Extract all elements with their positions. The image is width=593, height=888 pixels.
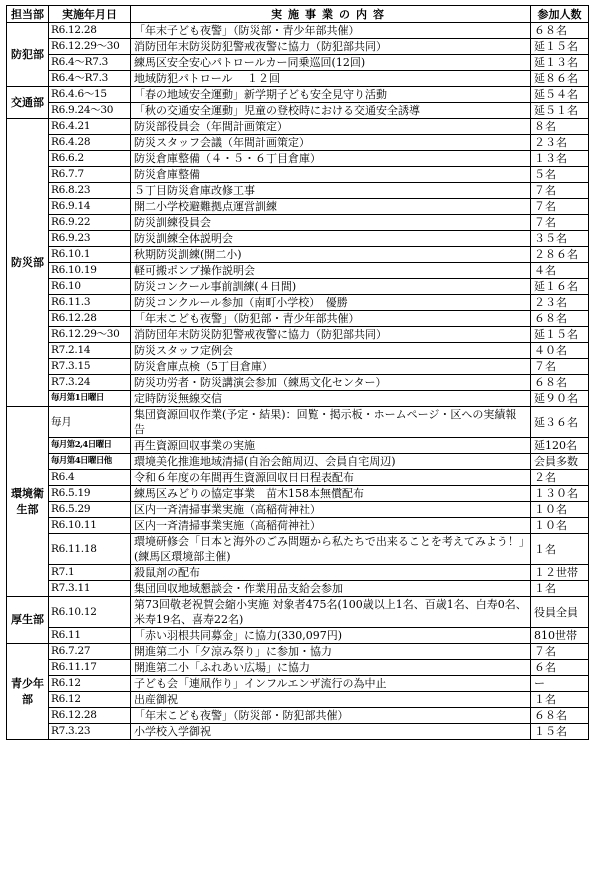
description-cell: 集団回収地域懇談会・作業用品支給会参加 [131, 581, 531, 597]
table-row [7, 359, 589, 375]
table-row [7, 343, 589, 359]
description-cell: 区内一斉清掃事業実施（高稲荷神社） [131, 518, 531, 534]
table-row [7, 87, 589, 103]
description-cell: 開進第二小「夕涼み祭り」に参加・協力 [131, 644, 531, 660]
participant-count-cell: 延８６名 [531, 71, 589, 87]
participant-count-cell: ４０名 [531, 343, 589, 359]
participant-count-cell: ５名 [531, 167, 589, 183]
table-row [7, 470, 589, 486]
date-cell: R6.8.23 [49, 183, 131, 199]
date-cell: R6.6.2 [49, 151, 131, 167]
description-cell: ５丁目防災倉庫改修工事 [131, 183, 531, 199]
table-row [7, 279, 589, 295]
participant-count-cell: 延３６名 [531, 407, 589, 438]
date-cell: R6.11.18 [49, 534, 131, 565]
date-cell: 毎月 [49, 407, 131, 438]
table-row [7, 183, 589, 199]
table-row [7, 454, 589, 470]
table-row [7, 581, 589, 597]
table-row [7, 692, 589, 708]
table-row [7, 407, 589, 438]
date-cell: R6.12.28 [49, 311, 131, 327]
description-cell: 練馬区安全安心パトロールカー同乗巡回(12回) [131, 55, 531, 71]
department-cell: 環境衛生部 [7, 407, 49, 597]
description-cell: 小学校入学御祝 [131, 724, 531, 740]
header-desc: 実施事業の内容 [131, 6, 531, 23]
date-cell: R7.3.11 [49, 581, 131, 597]
date-cell: R6.9.24～30 [49, 103, 131, 119]
date-cell: R6.4～R7.3 [49, 71, 131, 87]
description-cell: 軽可搬ポンプ操作説明会 [131, 263, 531, 279]
table-row [7, 119, 589, 135]
description-cell: 防災訓練役員会 [131, 215, 531, 231]
table-row [7, 502, 589, 518]
description-cell: 集団資源回収作業(予定・結果)：回覧・掲示板・ホームページ・区への実績報告 [131, 407, 531, 438]
participant-count-cell: ２３名 [531, 295, 589, 311]
date-cell: R6.5.29 [49, 502, 131, 518]
participant-count-cell: １名 [531, 581, 589, 597]
description-cell: 防災倉庫点検（5丁目倉庫） [131, 359, 531, 375]
participant-count-cell: ７名 [531, 183, 589, 199]
table-row [7, 628, 589, 644]
activity-report [6, 5, 588, 740]
participant-count-cell: １２世帯 [531, 565, 589, 581]
description-cell: 「秋の交通安全運動」児童の登校時における交通安全誘導 [131, 103, 531, 119]
date-cell: R6.10.19 [49, 263, 131, 279]
participant-count-cell: 延１５名 [531, 327, 589, 343]
description-cell: 再生資源回収事業の実施 [131, 438, 531, 454]
participant-count-cell: １０名 [531, 502, 589, 518]
date-cell: 毎月第2,4日曜日 [49, 438, 131, 454]
date-cell: R7.1 [49, 565, 131, 581]
participant-count-cell: 延５４名 [531, 87, 589, 103]
date-cell: R6.7.7 [49, 167, 131, 183]
date-cell: R6.9.14 [49, 199, 131, 215]
participant-count-cell: １名 [531, 692, 589, 708]
date-cell: R6.12.28 [49, 708, 131, 724]
description-cell: 環境美化推進地域清掃(自治会館周辺、会員自宅周辺) [131, 454, 531, 470]
description-cell: 防災訓練全体説明会 [131, 231, 531, 247]
description-cell: 定時防災無線交信 [131, 391, 531, 407]
participant-count-cell: 延１６名 [531, 279, 589, 295]
participant-count-cell: ４名 [531, 263, 589, 279]
table-row [7, 199, 589, 215]
participant-count-cell: ７名 [531, 215, 589, 231]
department-cell: 青少年部 [7, 644, 49, 740]
date-cell: R6.4.28 [49, 135, 131, 151]
description-cell: 消防団年末防災防犯警戒夜警に協力（防犯部共同） [131, 327, 531, 343]
description-cell: 防災スタッフ会議（年間計画策定） [131, 135, 531, 151]
date-cell: R7.3.15 [49, 359, 131, 375]
table-row [7, 375, 589, 391]
table-row [7, 151, 589, 167]
date-cell: R6.4.6～15 [49, 87, 131, 103]
participant-count-cell: ３５名 [531, 231, 589, 247]
description-cell: 区内一斉清掃事業実施（高稲荷神社） [131, 502, 531, 518]
date-cell: R7.3.23 [49, 724, 131, 740]
table-row [7, 391, 589, 407]
date-cell: R6.12.29～30 [49, 39, 131, 55]
description-cell: 防災コンクール事前訓練(４日間) [131, 279, 531, 295]
participant-count-cell: 役員全員 [531, 597, 589, 628]
table-body [7, 23, 589, 740]
table-row [7, 103, 589, 119]
participant-count-cell: １３名 [531, 151, 589, 167]
table-row [7, 215, 589, 231]
table-row [7, 327, 589, 343]
date-cell: R6.10.1 [49, 247, 131, 263]
department-cell: 交通部 [7, 87, 49, 119]
description-cell: 防災部役員会（年間計画策定） [131, 119, 531, 135]
description-cell: 「赤い羽根共同募金」に協力(330,097円) [131, 628, 531, 644]
date-cell: R6.10 [49, 279, 131, 295]
header-date: 実施年月日 [49, 6, 131, 23]
table-row [7, 39, 589, 55]
table-row [7, 295, 589, 311]
date-cell: R6.9.22 [49, 215, 131, 231]
date-cell: R6.4 [49, 470, 131, 486]
participant-count-cell: ２８６名 [531, 247, 589, 263]
date-cell: 毎月第4日曜日他 [49, 454, 131, 470]
participant-count-cell: ７名 [531, 359, 589, 375]
table-row [7, 486, 589, 502]
participant-count-cell: 会員多数 [531, 454, 589, 470]
table-row [7, 676, 589, 692]
participant-count-cell: 延１５名 [531, 39, 589, 55]
participant-count-cell: ６８名 [531, 375, 589, 391]
participant-count-cell: ２名 [531, 470, 589, 486]
description-cell: 防災功労者・防災講演会参加（練馬文化センター） [131, 375, 531, 391]
date-cell: R7.2.14 [49, 343, 131, 359]
table-row [7, 644, 589, 660]
participant-count-cell: ６８名 [531, 311, 589, 327]
description-cell: 第73回敬老祝賀会縮小実施 対象者475名(100歳以上1名、百歳1名、白寿0名、米寿19名、喜寿22名) [131, 597, 531, 628]
header-dept: 担当部 [7, 6, 49, 23]
description-cell: 「年末子ども夜警」（防災部・青少年部共催） [131, 23, 531, 39]
description-cell: 地域防犯パトロール １２回 [131, 71, 531, 87]
participant-count-cell: 延１３名 [531, 55, 589, 71]
table-row [7, 724, 589, 740]
participant-count-cell: 810世帯 [531, 628, 589, 644]
department-cell: 防災部 [7, 119, 49, 407]
date-cell: R6.4～R7.3 [49, 55, 131, 71]
participant-count-cell: ７名 [531, 199, 589, 215]
department-cell: 厚生部 [7, 597, 49, 644]
table-row [7, 55, 589, 71]
date-cell: R6.10.12 [49, 597, 131, 628]
description-cell: 開二小学校避難拠点運営訓練 [131, 199, 531, 215]
description-cell: 「年末こども夜警」（防災部・防犯部共催） [131, 708, 531, 724]
table-row [7, 597, 589, 628]
participant-count-cell: １５名 [531, 724, 589, 740]
description-cell: 令和６年度の年間再生資源回収日日程表配布 [131, 470, 531, 486]
description-cell: 消防団年末防災防犯警戒夜警に協力（防犯部共同） [131, 39, 531, 55]
participant-count-cell: ６８名 [531, 23, 589, 39]
description-cell: 環境研修会「日本と海外のごみ問題から私たちで出来ることを考えてみよう！」(練馬区環境部主催) [131, 534, 531, 565]
date-cell: R6.9.23 [49, 231, 131, 247]
participant-count-cell: 延９０名 [531, 391, 589, 407]
date-cell: R7.3.24 [49, 375, 131, 391]
table-row [7, 231, 589, 247]
date-cell: R6.11.17 [49, 660, 131, 676]
description-cell: 防災倉庫整備（４・５・６丁目倉庫） [131, 151, 531, 167]
description-cell: 練馬区みどりの協定事業 苗木158本無償配布 [131, 486, 531, 502]
description-cell: 出産御祝 [131, 692, 531, 708]
participant-count-cell: １３０名 [531, 486, 589, 502]
description-cell: 防災スタッフ定例会 [131, 343, 531, 359]
description-cell: 「年末こども夜警」（防犯部・青少年部共催） [131, 311, 531, 327]
date-cell: R6.5.19 [49, 486, 131, 502]
participant-count-cell: １名 [531, 534, 589, 565]
table-row [7, 311, 589, 327]
table-row [7, 71, 589, 87]
table-header [7, 6, 589, 23]
table-row [7, 263, 589, 279]
date-cell: R6.12 [49, 676, 131, 692]
participant-count-cell: ２３名 [531, 135, 589, 151]
description-cell: 秋期防災訓練(開二小) [131, 247, 531, 263]
table-row [7, 23, 589, 39]
date-cell: R6.7.27 [49, 644, 131, 660]
description-cell: 殺鼠剤の配布 [131, 565, 531, 581]
activity-table [6, 5, 589, 740]
description-cell: 開進第二小「ふれあい広場」に協力 [131, 660, 531, 676]
date-cell: R6.10.11 [49, 518, 131, 534]
description-cell: 防災倉庫整備 [131, 167, 531, 183]
table-row [7, 565, 589, 581]
header-count: 参加人数 [531, 6, 589, 23]
participant-count-cell: 延５１名 [531, 103, 589, 119]
description-cell: 「春の地域安全運動」新学期子ども安全見守り活動 [131, 87, 531, 103]
table-row [7, 135, 589, 151]
table-row [7, 167, 589, 183]
date-cell: R6.11.3 [49, 295, 131, 311]
table-row [7, 438, 589, 454]
date-cell: R6.12.29～30 [49, 327, 131, 343]
participant-count-cell: ６８名 [531, 708, 589, 724]
date-cell: R6.11 [49, 628, 131, 644]
date-cell: R6.12 [49, 692, 131, 708]
table-row [7, 247, 589, 263]
table-row [7, 708, 589, 724]
date-cell: 毎月第1日曜日 [49, 391, 131, 407]
department-cell: 防犯部 [7, 23, 49, 87]
date-cell: R6.4.21 [49, 119, 131, 135]
participant-count-cell: ー [531, 676, 589, 692]
description-cell: 防災コンクルール参加（南町小学校） 優勝 [131, 295, 531, 311]
participant-count-cell: １０名 [531, 518, 589, 534]
description-cell: 子ども会「連凧作り」インフルエンザ流行の為中止 [131, 676, 531, 692]
participant-count-cell: ８名 [531, 119, 589, 135]
table-row [7, 534, 589, 565]
participant-count-cell: 延120名 [531, 438, 589, 454]
date-cell: R6.12.28 [49, 23, 131, 39]
participant-count-cell: ６名 [531, 660, 589, 676]
table-row [7, 518, 589, 534]
participant-count-cell: ７名 [531, 644, 589, 660]
table-row [7, 660, 589, 676]
